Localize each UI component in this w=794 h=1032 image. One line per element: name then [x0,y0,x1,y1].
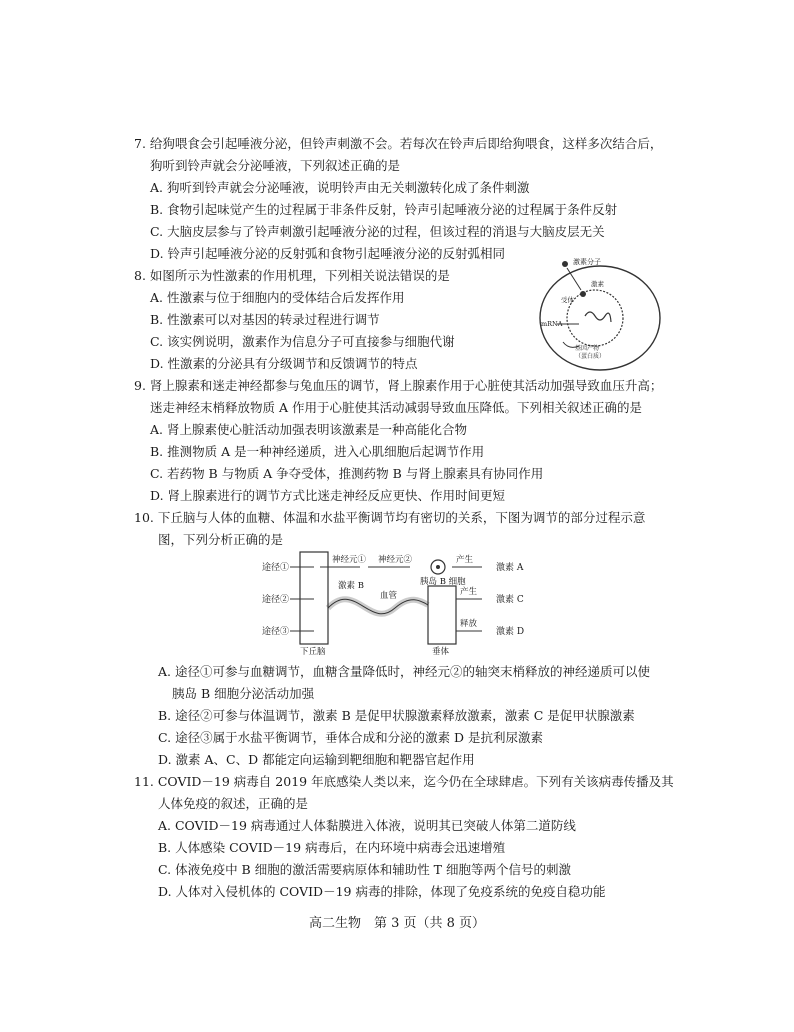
release-label: 释放 [460,619,478,629]
hormone-a-label: 激素 A [496,563,524,573]
q9-stem-line1: 9. 肾上腺素和迷走神经都参与兔血压的调节，肾上腺素作用于心脏使其活动加强导致血压升高； [134,378,663,393]
q9-stem-line2: 迷走神经末梢释放物质 A 作用于心脏使其活动减弱导致血压降低。下列相关叙述正确的是 [150,400,642,415]
q8-option-d: D. 性激素的分泌具有分级调节和反馈调节的特点 [150,356,418,371]
pituitary-label: 垂体 [432,647,450,656]
fig8-label-hormone: 激素 [591,280,604,288]
islet-b-cell-label: 胰岛 B 细胞 [420,577,466,587]
neuron-2-label: 神经元② [378,555,413,565]
page-footer: 高二生物 第 3 页（共 8 页） [308,916,486,931]
q8-stem: 8. 如图所示为性激素的作用机理，下列相关说法错误的是 [134,268,450,283]
pathway-3-label: 途径③ [262,627,290,637]
hormone-receptor-dot [580,291,586,297]
q9-option-d: D. 肾上腺素进行的调节方式比迷走神经反应更快、作用时间更短 [150,488,506,503]
q10-option-b: B. 途径②可参与体温调节，激素 B 是促甲状腺激素释放激素，激素 C 是促甲状腺激素 [158,708,635,723]
hormone-c-label: 激素 C [496,595,524,605]
q7-stem-line2: 狗听到铃声就会分泌唾液，下列叙述正确的是 [150,158,401,173]
q11-option-b: B. 人体感染 COVID－19 病毒后，在内环境中病毒会迅速增殖 [158,840,506,855]
fig8-label-hormone-molecule: 激素分子 [573,258,601,266]
q7-option-b: B. 食物引起味觉产生的过程属于非条件反射，铃声引起唾液分泌的过程属于条件反射 [150,202,618,217]
hypothalamus-box [300,552,328,644]
q11-option-c: C. 体液免疫中 B 细胞的激活需要病原体和辅助性 T 细胞等两个信号的刺激 [158,862,571,877]
dna-squiggle [585,312,611,322]
hypothalamus-label: 下丘脑 [300,647,326,656]
q9-option-a: A. 肾上腺素使心脏活动加强表明该激素是一种高能化合物 [150,422,467,437]
fig8-label-mrna: mRNA [541,320,563,328]
q7-option-c: C. 大脑皮层参与了铃声刺激引起唾液分泌的过程，但该过程的消退与大脑皮层无关 [150,224,605,239]
q9-option-b: B. 推测物质 A 是一种神经递质，进入心肌细胞后起调节作用 [150,444,485,459]
q9-option-c: C. 若药物 B 与物质 A 争夺受体，推测药物 B 与肾上腺素具有协同作用 [150,466,544,481]
blood-vessel [328,599,428,614]
hormone-b-label: 激素 B [338,581,364,591]
pituitary-box [428,586,456,644]
q8-option-c: C. 该实例说明，激素作为信息分子可直接参与细胞代谢 [150,334,455,349]
nucleus [567,290,623,346]
q10-option-a: A. 途径①可参与血糖调节，血糖含量降低时，神经元②的轴突末梢释放的神经递质可以使 [158,664,650,679]
vessel-label: 血管 [380,591,398,601]
hormone-d-label: 激素 D [496,627,525,637]
q7-option-d: D. 铃声引起唾液分泌的反射弧和食物引起唾液分泌的反射弧相同 [150,246,506,261]
q11-option-d: D. 人体对入侵机体的 COVID－19 病毒的排除，体现了免疫系统的免疫自稳功能 [158,884,606,899]
islet-cell-nucleus [436,565,440,569]
produce-label-1: 产生 [456,555,474,565]
fig8-label-receptor: 受体 [561,296,574,304]
q10-stem-line1: 10. 下丘脑与人体的血糖、体温和水盐平衡调节均有密切的关系，下图为调节的部分过程示意 [134,510,646,525]
q10-option-c: C. 途径③属于水盐平衡调节，垂体合成和分泌的激素 D 是抗利尿激素 [158,730,544,745]
q8-option-a: A. 性激素与位于细胞内的受体结合后发挥作用 [150,290,405,305]
q10-option-a-cont: 胰岛 B 细胞分泌活动加强 [172,686,315,701]
fig8-label-protein: （蛋白质） [575,353,606,360]
q10-stem-line2: 图，下列分析正确的是 [158,532,284,547]
q8-option-b: B. 性激素可以对基因的转录过程进行调节 [150,312,380,327]
q11-option-a: A. COVID－19 病毒通过人体黏膜进入体液，说明其已突破人体第二道防线 [158,818,576,833]
q11-stem-line2: 人体免疫的叙述，正确的是 [158,796,309,811]
q10-option-d: D. 激素 A、C、D 都能定向运输到靶细胞和靶器官起作用 [158,752,475,767]
q7-stem-line1: 7. 给狗喂食会引起唾液分泌，但铃声刺激不会。若每次在铃声后即给狗喂食，这样多次结合后， [134,136,663,151]
q8-figure [535,250,665,375]
pathway-1-label: 途径① [262,563,290,573]
pathway-2-label: 途径② [262,595,290,605]
produce-label-2: 产生 [460,587,478,597]
neuron-1-label: 神经元① [332,555,367,565]
q11-stem-line1: 11. COVID－19 病毒自 2019 年底感染人类以来，迄今仍在全球肆虐。下列有关该病毒传播及其 [134,774,674,789]
hormone-molecule [562,261,568,267]
q7-option-a: A. 狗听到铃声就会分泌唾液，说明铃声由无关刺激转化成了条件刺激 [150,180,530,195]
q10-figure [260,550,550,656]
fig8-label-gene-product: 基因产物 [575,345,600,352]
